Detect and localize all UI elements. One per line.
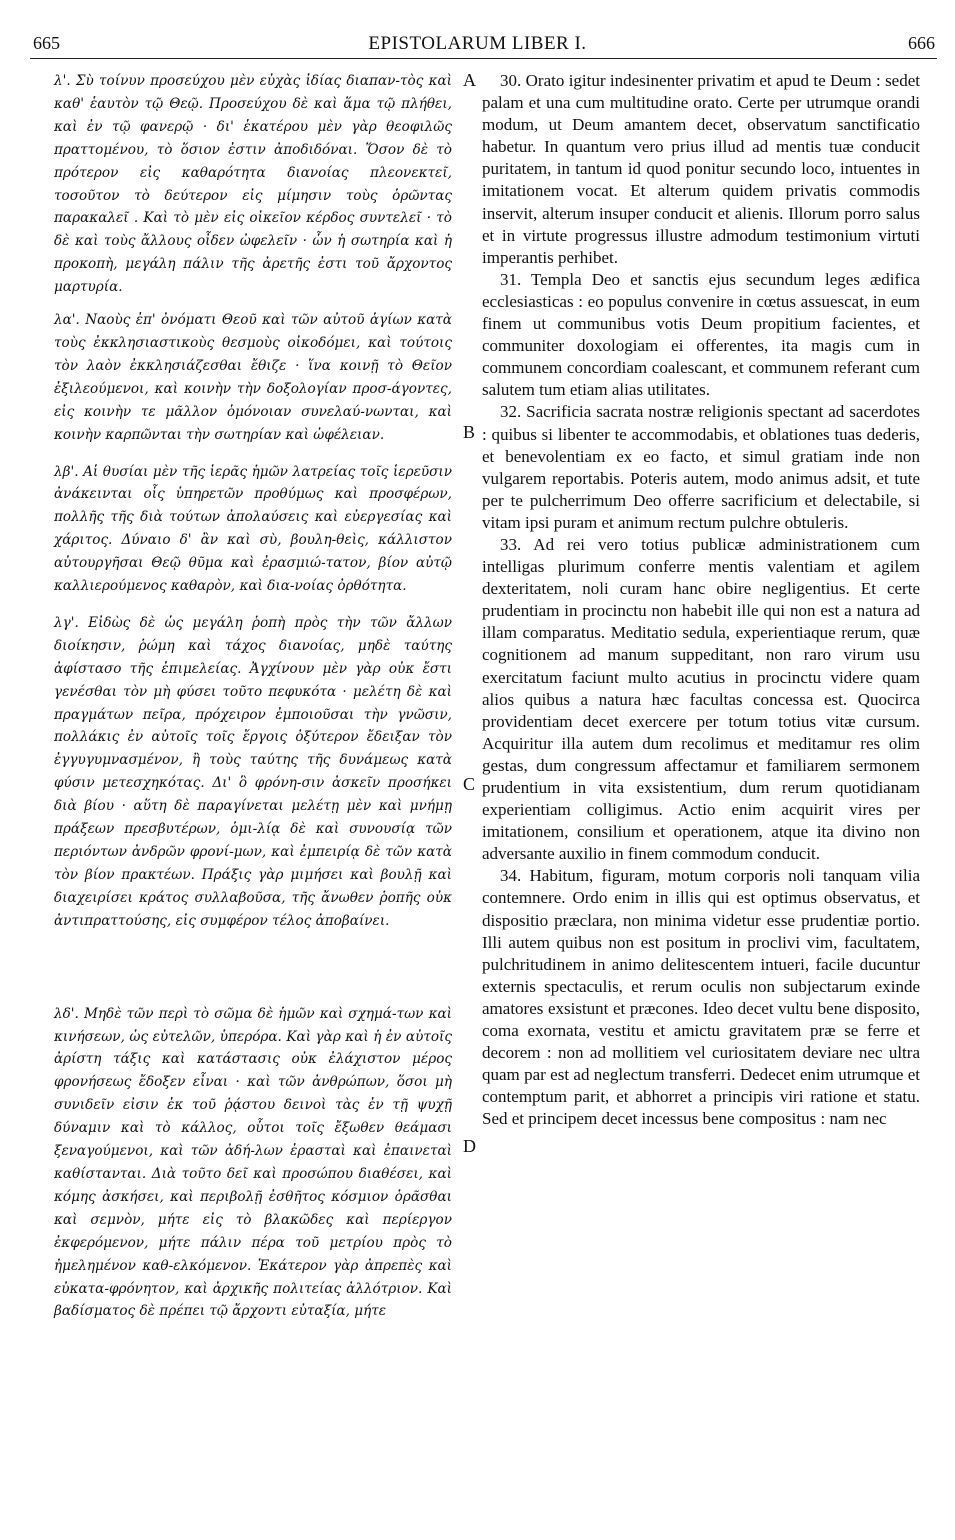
page-number-left: 665: [33, 33, 60, 53]
margin-marker-b: B: [463, 422, 476, 442]
header-rule: [30, 58, 937, 59]
latin-paragraph-34: 34. Habitum, figuram, motum corporis noli tanquam vilia contemnere. Ordo enim in illis qui est optimus observatus, et dispositio præclara, non minima videtur esse prudentiæ portio. Illi autem quibus non est positum in proclivi vim, facultatem, pulchritudinem in animo delitescentem intueri, facile ducuntur externis spectaculis, et rerum oculis non subjectarum exinde amatores exsistunt et præcones. Ideo decet vultu bene disposito, coma exornata, vestitu et amictu gravitatem præ se ferre et decorem : non ad mollitiem vel curiositatem deviare nec ultra quam par est ad neglectum transferri. Dedecet enim utrumque et contemptum parit, et abhorret a principis viri ratione et statu. Sed et principem decet incessus bene compositus : nam nec: [482, 866, 920, 1129]
running-header: [0, 0, 955, 54]
page-number-right: 666: [908, 33, 935, 53]
margin-marker-a: A: [463, 70, 476, 90]
greek-column: [54, 70, 452, 1323]
margin-marker-c: C: [463, 774, 476, 794]
margin-marker-d: D: [463, 1136, 476, 1156]
running-title: EPISTOLARUM LIBER I.: [368, 33, 587, 54]
latin-column: [482, 70, 920, 1131]
latin-paragraph-33: 33. Ad rei vero totius publicæ administrationem cum intelligas plurimum conferre mentis valentiam et agilem dexteritatem, noli curam hanc obire negligentius. Et certe prudentiam in procinctu non habebit ille qui non est a natura ad illam comparatus. Meditatio sedula, experientiaque rerum, quæ cognitionem ad manum suppeditant, non raro virum usu exercitatum faciunt multo acutius in procinctu videre quam alios quibus a natura hæc facultas concessa est. Quocirca providentiam decet exercere per totum totius vitæ cursum. Acquiritur illa autem dum recolimus et meditamur res olim gestas, dum congressum affectamur et familiarem sermonem prudentium in vita exsistentium, dum rerum quotidianam experientiam colligimus. Actio enim acquirit vires per imitationem, consilium et operationem, atque ita divino non adversante auxilio in finem commodum conducit.: [482, 534, 920, 864]
greek-paragraph-31: λα'. Ναοὺς ἐπ' ὀνόματι Θεοῦ καὶ τῶν αὐτοῦ ἁγίων κατὰ τοὺς ἐκκλησιαστικοὺς θεσμοὺς οἰκοδόμει, καὶ τούτοις τὸν λαὸν ἐκκλησιάζεσθαι ἔθιζε · ἵνα κοινῇ τὸ Θεῖον ἐξιλεούμενοι, καὶ κοινὴν τὴν δοξολογίαν προσ-άγοντες, εἰς κοινὴν τε μᾶλλον ὁμόνοιαν συνελαύ-νωνται, καὶ κοινὴν καρπῶνται τὴν σωτηρίαν καὶ ὠφέλειαν.: [54, 312, 452, 443]
latin-paragraph-31: 31. Templa Deo et sanctis ejus secundum leges ædifica ecclesiasticas : eo populus convenire in cœtus assuescat, in eum finem ut communibus votis Deum propitium facientes, et communiter doxologiam ei offerentes, ita magis cum in communem concordiam coalescant, et communem referant cum salutem tum etiam alias utilitates.: [482, 269, 920, 400]
latin-paragraph-32: 32. Sacrificia sacrata nostræ religionis spectant ad sacerdotes : quibus si libenter te accommodabis, et oblationes tuas dederis, et benevolentiam ex eo facto, et simul gratiam inde non vulgarem reportabis. Poteris autem, modo animus adsit, et tute per te pulcherrimum Deo offerre sacrificium et delectabile, si vitam ipsi puram et animum rectum pulchre obtuleris.: [482, 402, 920, 532]
latin-paragraph-30: 30. Orato igitur indesinenter privatim et apud te Deum : sedet palam et una cum multitudine orato. Certe per utrumque orandi modum, ut Deum amantem decet, observatum sanctificatio habetur. In quantum vero prius illud ad mentis tuæ conducit puritatem, in tantum id quod ponitur secundo loco, intuentes in imitationem vocat. Et alterum quidem privatis commodis inservit, alterum insuper conducit et alienis. Illorum porro salus et in virtute progressus illustre admodum testimonium virtuti imperantis perhibet.: [482, 71, 920, 267]
greek-paragraph-33: λγ'. Εἰδὼς δὲ ὡς μεγάλη ῥοπὴ πρὸς τὴν τῶν ἄλλων διοίκησιν, ῥώμη καὶ τάχος διανοίας, μηδὲ ταύτης ἀφίστασο τῆς ἐπιμελείας. Ἀγχίνουν μὲν γὰρ οὐκ ἔστι γενέσθαι τὸν μὴ φύσει τοῦτο πεφυκότα · μελέτη δὲ καὶ πραγμάτων πεῖρα, πρόχειρον ἐμποιοῦσαι τὴν γνῶσιν, πολλάκις ἐν αὐτοῖς τοῖς ἔργοις ὀξύτερον ἔδειξαν τὸν ἐγγυγυμνασμένον, ἢ τοὺς ταύτης τῆς δυνάμεως κατὰ φύσιν μετεσχηκότας. Δι' ὃ φρόνη-σιν ἀσκεῖν προσήκει διὰ βίου · αὕτη δὲ παραγίνεται μελέτῃ μὲν καὶ μνήμῃ πράξεων πρεσβυτέρων, ὁμι-λίᾳ δὲ καὶ συνουσίᾳ τῶν περιόντων ἀνδρῶν φρονί-μων, καὶ ἐμπειρίᾳ δὲ τῶν κατὰ τὸν βίον πρακτέων. Πράξις γὰρ μιμήσει καὶ βουλῇ καὶ διαχειρίσει κράτος συλλαβοῦσα, τῆς ἄνωθεν ῥοπῆς οὐκ ἀντιπραττούσης, εἰς συμφέρον τέλος ἀποβαίνει.: [54, 614, 452, 929]
greek-paragraph-32: λβ'. Αἱ θυσίαι μὲν τῆς ἱερᾶς ἡμῶν λατρείας τοῖς ἱερεῦσιν ἀνάκεινται οἷς ὑπηρετῶν προθύμως καὶ προσφέρων, πολλῆς τῆς διὰ τούτων ἀπολαύσεις καὶ εὐεργεσίας καὶ χάριτος. Δύναιο δ' ἂν καὶ σὺ, βουλη-θεὶς, κάλλιστον αὐτουργῆσαι Θεῷ θῦμα καὶ ἐρασμιώ-τατον, βίον αὐτῷ καλλιερούμενος καθαρὸν, καὶ δια-νοίας ὀρθότητα.: [54, 463, 452, 595]
greek-paragraph-34: λδ'. Μηδὲ τῶν περὶ τὸ σῶμα δὲ ἡμῶν καὶ σχημά-των καὶ κινήσεων, ὡς εὐτελῶν, ὑπερόρα. Καὶ γὰρ καὶ ἡ ἐν αὐτοῖς ἀρίστη τάξις καὶ κατάστασις οὐκ ἐλάχιστον μέρος φρονήσεως ἔδοξεν εἶναι · καὶ τῶν ἀνθρώπων, ὅσοι μὴ συνιδεῖν εἰσιν ἐκ τοῦ ῥᾴστου δεινοὶ τὰς ἐν τῇ ψυχῇ δύναμιν καὶ τὸ κάλλος, οὗτοι τοῖς ἔξωθεν θεάμασι ξεναγούμενοι, καὶ τῶν ἀδή-λων ἐρασταὶ καὶ ἐπαινεταὶ καθίστανται. Διὰ τοῦτο δεῖ καὶ προσώπου διαθέσει, καὶ κόμης ἀσκήσει, καὶ περιβολῇ ἐσθῆτος κόσμιον ὁρᾶσθαι καὶ σεμνὸν, μήτε εἰς τὸ βλακῶδες καὶ περίεργον ἐκφερόμενον, μήτε πάλιν πέρα τοῦ μετρίου πρὸς τὸ ἠμελημένον καθ-ελκόμενον. Ἑκάτερον γὰρ ἀπρεπὲς καὶ εὐκατα-φρόνητον, καὶ ἀρχικῆς πολιτείας ἀλλότριον. Καὶ βαδίσματος δὲ πρέπει τῷ ἄρχοντι εὐταξία, μήτε: [54, 1005, 452, 1320]
greek-paragraph-30: λ'. Σὺ τοίνυν προσεύχου μὲν εὐχὰς ἰδίας διαπαν-τὸς καὶ καθ' ἑαυτὸν τῷ Θεῷ. Προσεύχου δὲ καὶ ἅμα τῷ πλήθει, καὶ ἐν τῷ φανερῷ · δι' ἑκατέρου μὲν γὰρ θεοφιλῶς πραττομένου, τὸ ὅσιον ἐστιν ἀποδιδόναι. Ὅσον δὲ τὸ πρότερον εἰς καθαρότητα διανοίας πλεονεκτεῖ, τοσοῦτον τὸ δεύτερον εἰς μίμησιν τοὺς ὁρῶντας παρακαλεῖ . Καὶ τὸ μὲν εἰς οἰκεῖον κέρδος συντελεῖ · τὸ δὲ καὶ τοὺς ἄλλους οἶδεν ὠφελεῖν · ὧν ἡ σωτηρία καὶ ἡ προκοπὴ, μεγάλη πάλιν τῆς ἀρετῆς ἐστι τοῦ ἄρχοντος μαρτυρία.: [54, 73, 452, 296]
